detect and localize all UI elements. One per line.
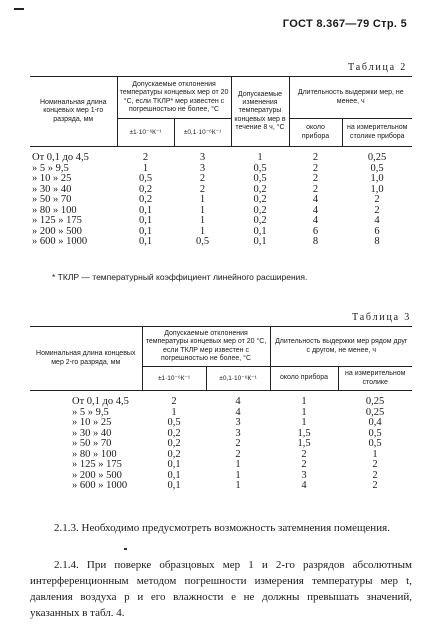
t2-cell-tol2: 3 — [199, 152, 206, 163]
t2-cell-near: 2 — [312, 173, 319, 184]
t3-cell-near: 2 — [301, 448, 307, 460]
t2-cell-tol2: 2 — [199, 173, 206, 184]
table3-caption: Таблица 3 — [352, 312, 411, 323]
t3-cell-tol2: 3 — [235, 417, 241, 428]
t3-cell-tol1: 0,5 — [167, 417, 181, 428]
t2-cell-stage: 6 — [374, 225, 380, 237]
t2-header-change: Допускаемые изменения температуры концевых мер в течение 8 ч, °С — [231, 77, 289, 147]
t2-header-tolerance: Допускаемые отклонения температуры концевых мер от 20 °С, если ТКЛР* мер известен с погрешностью не более, °С — [117, 77, 231, 119]
t2-cell-near: 2 — [312, 183, 319, 195]
table-row — [30, 418, 412, 429]
t2-cell-tol1: 0,2 — [138, 194, 153, 205]
t2-cell-range: От 0,1 до 4,5 — [32, 152, 89, 163]
t2-cell-change: 0,1 — [253, 225, 267, 237]
footnote: * ТКЛР — температурный коэффициент линейного расширения. — [52, 272, 308, 282]
t3-header-dur-sub2: на измерительном столике — [338, 367, 412, 391]
t3-cell-near: 3 — [301, 469, 307, 481]
t3-cell-range: » 600 » 1000 — [72, 480, 128, 491]
t3-cell-tol2: 2 — [235, 438, 241, 449]
t2-cell-range: » 125 » 175 — [32, 215, 82, 226]
table-row — [30, 460, 412, 471]
t2-cell-near: 6 — [312, 225, 319, 237]
t2-cell-near: 8 — [312, 236, 319, 247]
t2-cell-stage: 1,0 — [370, 173, 384, 184]
table-row — [30, 237, 412, 248]
page-mark — [14, 8, 24, 10]
t3-cell-range: » 50 » 70 — [72, 438, 112, 449]
t3-cell-tol2: 4 — [235, 406, 241, 418]
t2-cell-range: » 10 » 25 — [32, 173, 72, 184]
t3-cell-tol1: 2 — [171, 396, 177, 407]
t3-cell-stage: 0,5 — [368, 438, 382, 449]
table2-caption: Таблица 2 — [348, 62, 407, 73]
t2-cell-near: 4 — [312, 194, 319, 205]
t3-cell-near: 1 — [301, 417, 307, 428]
t2-cell-tol2: 1 — [199, 215, 206, 226]
t2-cell-stage: 0,5 — [370, 162, 384, 174]
t2-cell-near: 2 — [312, 162, 319, 174]
table-row — [30, 164, 412, 175]
table2 — [30, 76, 412, 248]
t3-header-tolerance: Допускаемые отклонения температуры концевых мер от 20 °С, если ТКЛР мер известен с погрешностью не более, °С — [142, 327, 270, 367]
t2-cell-near: 4 — [312, 215, 319, 226]
t3-cell-range: » 125 » 175 — [72, 459, 122, 470]
t2-cell-range: » 80 » 100 — [32, 204, 77, 216]
t3-header-tol-sub2: ±0,1·10⁻⁶К⁻¹ — [206, 367, 270, 391]
paragraph-2-1-4 — [30, 557, 412, 621]
t2-cell-tol2: 1 — [199, 204, 206, 216]
t3-header-tol-sub1: ±1·10⁻⁶К⁻¹ — [142, 367, 206, 391]
t3-cell-range: От 0,1 до 4,5 — [72, 396, 129, 407]
t3-cell-tol1: 0,2 — [167, 427, 181, 439]
t2-cell-stage: 8 — [374, 236, 380, 247]
t2-cell-stage: 2 — [374, 204, 380, 216]
t3-cell-near: 1 — [301, 406, 307, 418]
t3-cell-range: » 80 » 100 — [72, 448, 117, 460]
table-row — [30, 174, 412, 185]
t3-header-range: Номинальная длина концевых мер 2-го разряда, мм — [30, 327, 142, 391]
t3-cell-tol2: 3 — [235, 427, 241, 439]
t3-cell-tol1: 0,2 — [167, 448, 181, 460]
t3-cell-stage: 0,5 — [368, 427, 382, 439]
t2-cell-range: » 30 » 40 — [32, 183, 72, 195]
t3-header-dur-sub1: около прибора — [270, 367, 338, 391]
t3-cell-tol2: 1 — [235, 469, 241, 481]
t3-cell-stage: 1 — [372, 448, 378, 460]
paragraph-2-1-3-text: 2.1.3. Необходимо предусмотреть возможность затемнения помещения. — [54, 522, 390, 534]
t2-cell-change: 1 — [257, 152, 263, 163]
t2-cell-stage: 4 — [374, 215, 380, 226]
t3-cell-stage: 2 — [372, 480, 378, 491]
t2-cell-near: 4 — [312, 204, 319, 216]
table-row — [30, 185, 412, 196]
t2-cell-range: » 600 » 1000 — [32, 236, 88, 247]
table-row — [30, 439, 412, 450]
t2-cell-range: » 5 » 9,5 — [32, 162, 69, 174]
t2-cell-tol2: 1 — [199, 194, 206, 205]
t2-cell-change: 0,2 — [253, 215, 267, 226]
t3-cell-tol1: 0,1 — [167, 480, 181, 491]
t3-cell-tol2: 4 — [235, 396, 241, 407]
t2-cell-tol1: 0,1 — [138, 215, 153, 226]
t2-cell-tol2: 2 — [199, 183, 206, 195]
t2-cell-change: 0,2 — [253, 194, 267, 205]
t3-cell-range: » 5 » 9,5 — [72, 406, 109, 418]
page-header: ГОСТ 8.367—79 Стр. 5 — [282, 18, 407, 30]
t3-cell-near: 1 — [301, 396, 307, 407]
t2-cell-tol1: 2 — [142, 152, 149, 163]
paragraph-2-1-4-text: 2.1.4. При поверке образцовых мер 1 и 2-го разрядов абсолютным интерференционным методом погрешности измерения температуры мер t, давления воздуха p и его влажности e не должны превышать значений, указанных в табл. 4. — [30, 559, 412, 619]
t3-cell-tol1: 0,1 — [167, 469, 181, 481]
t2-cell-change: 0,2 — [253, 204, 267, 216]
t3-cell-near: 1,5 — [297, 438, 311, 449]
t2-cell-stage: 2 — [374, 194, 380, 205]
t2-header-duration: Длительность выдержки мер, не менее, ч — [289, 77, 412, 119]
table-row — [30, 481, 412, 492]
t3-cell-range: » 30 » 40 — [72, 427, 112, 439]
t2-cell-change: 0,1 — [253, 236, 267, 247]
t2-header-range: Номинальная длина концевых мер 1-го разряда, мм — [30, 77, 117, 147]
table-row — [30, 391, 412, 408]
t2-header-tol-sub2: ±0,1·10⁻⁶К⁻¹ — [174, 119, 231, 147]
paragraph-2-1-3 — [30, 520, 412, 536]
t3-cell-tol1: 1 — [171, 406, 177, 418]
t2-cell-tol1: 0,1 — [138, 236, 153, 247]
table-row — [30, 147, 412, 164]
t3-cell-stage: 0,4 — [368, 417, 382, 428]
t2-cell-range: » 200 » 500 — [32, 225, 82, 237]
t2-cell-tol2: 3 — [199, 162, 206, 174]
t3-cell-near: 2 — [301, 459, 307, 470]
t2-cell-tol1: 0,2 — [138, 183, 153, 195]
t3-cell-range: » 10 » 25 — [72, 417, 112, 428]
t2-cell-near: 2 — [312, 152, 319, 163]
t2-header-tol-sub1: ±1·10⁻⁶К⁻¹ — [117, 119, 174, 147]
t3-cell-stage: 2 — [372, 469, 378, 481]
t3-cell-tol2: 1 — [235, 459, 241, 470]
t3-cell-tol1: 0,2 — [167, 438, 181, 449]
t2-cell-tol1: 0,1 — [138, 204, 153, 216]
t2-cell-change: 0,5 — [253, 173, 267, 184]
t2-cell-tol2: 1 — [199, 225, 206, 237]
t3-header-duration: Длительность выдержки мер рядом друг с другом, не менее, ч — [270, 327, 412, 367]
t2-header-dur-sub1: около прибора — [289, 119, 342, 147]
table-row — [30, 206, 412, 217]
table-row — [30, 216, 412, 227]
t2-cell-tol1: 0,5 — [138, 173, 153, 184]
t3-cell-tol2: 1 — [235, 480, 241, 491]
t2-cell-tol2: 0,5 — [195, 236, 210, 247]
t2-cell-stage: 1,0 — [370, 183, 384, 195]
t3-cell-stage: 0,25 — [365, 406, 385, 418]
t2-cell-range: » 50 » 70 — [32, 194, 72, 205]
t2-cell-tol1: 0,1 — [138, 225, 153, 237]
print-mark — [124, 548, 127, 550]
t3-cell-near: 4 — [301, 480, 307, 491]
t3-cell-tol2: 2 — [235, 448, 241, 460]
t3-cell-near: 1,5 — [297, 427, 311, 439]
t2-cell-change: 0,2 — [253, 183, 267, 195]
t3-cell-range: » 200 » 500 — [72, 469, 122, 481]
t3-cell-tol1: 0,1 — [167, 459, 181, 470]
t2-cell-stage: 0,25 — [367, 152, 387, 163]
t2-header-dur-sub2: на измерительном столике прибора — [342, 119, 412, 147]
table3 — [30, 326, 412, 492]
table-row — [30, 227, 412, 238]
t3-cell-stage: 0,25 — [365, 396, 385, 407]
t3-cell-stage: 2 — [372, 459, 378, 470]
t2-cell-tol1: 1 — [142, 162, 149, 174]
table-row — [30, 195, 412, 206]
t2-cell-change: 0,5 — [253, 162, 267, 174]
